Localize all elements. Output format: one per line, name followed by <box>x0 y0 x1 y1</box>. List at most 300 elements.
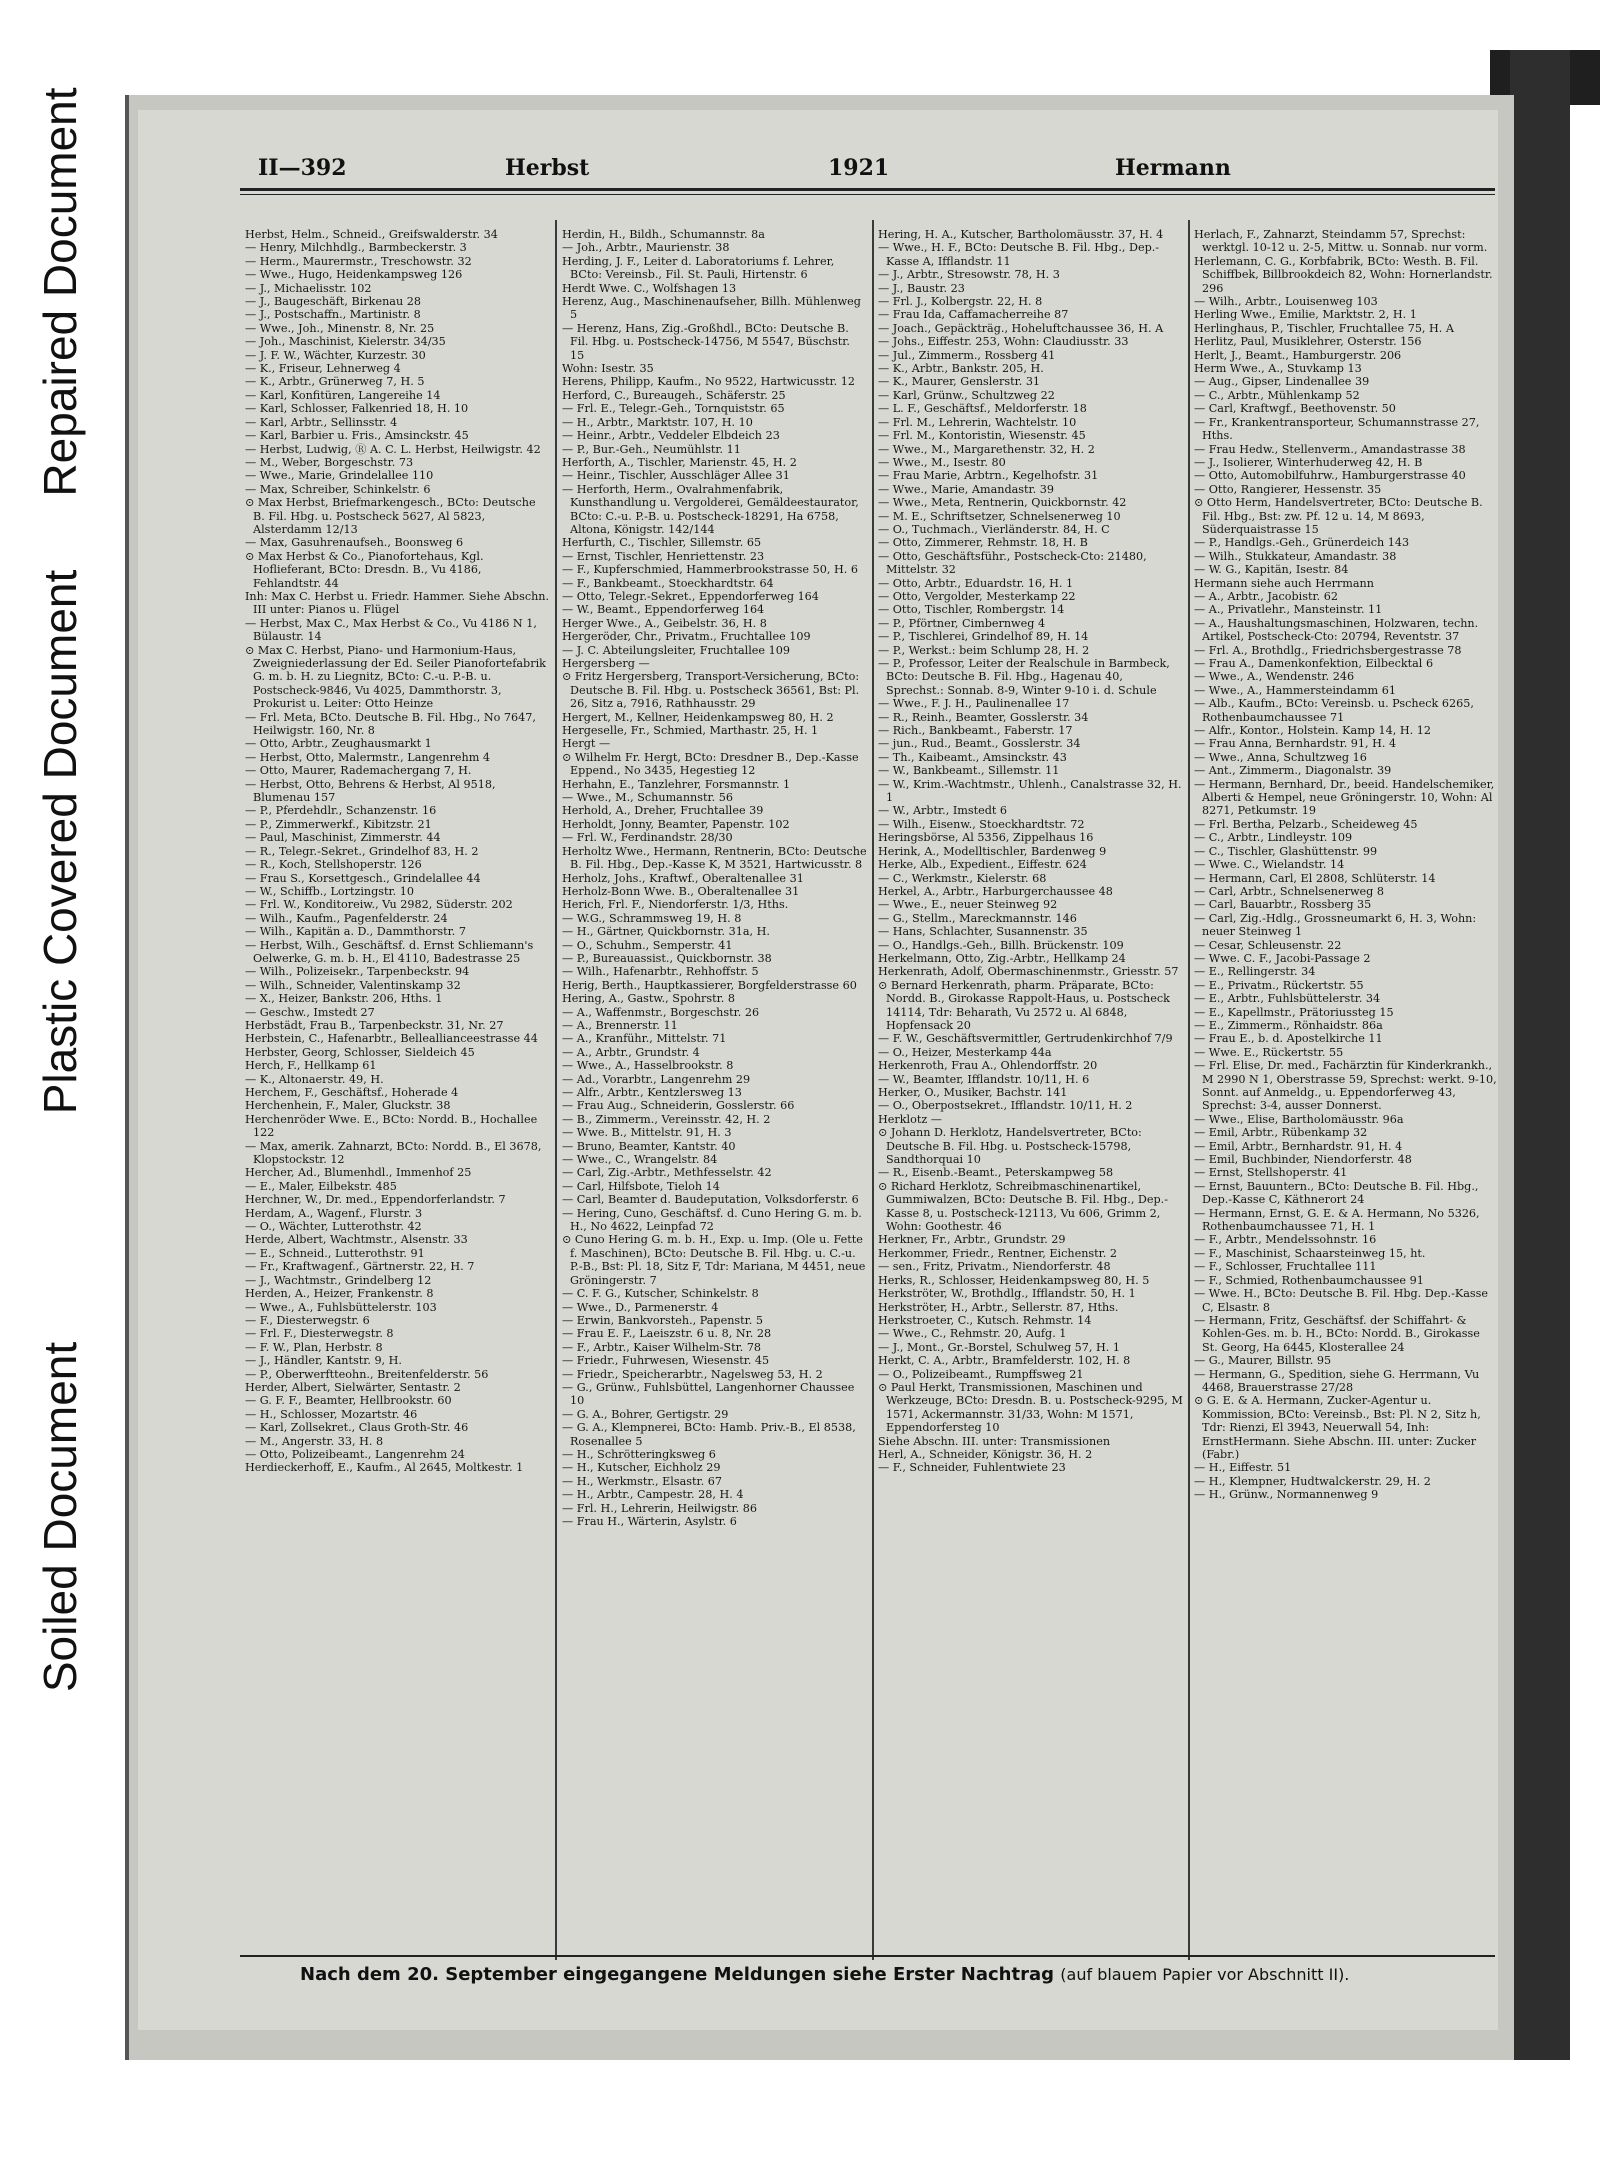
directory-entry: — Erwin, Bankvorsteh., Papenstr. 5 <box>562 1313 764 1327</box>
directory-entry: — Karl, Zollsekret., Claus Groth-Str. 46 <box>245 1421 469 1435</box>
directory-entry: Herke, Alb., Expedient., Eiffestr. 624 <box>878 858 1087 872</box>
directory-entry: — C., Arbtr., Lindleystr. 109 <box>1194 831 1353 845</box>
directory-entry: Herdam, A., Wagenf., Flurstr. 3 <box>245 1206 423 1220</box>
directory-entry: — J., Michaelisstr. 102 <box>245 281 372 295</box>
directory-entry: — P., Tischlerei, Grindelhof 89, H. 14 <box>878 630 1089 644</box>
directory-entry: — Cesar, Schleusenstr. 22 <box>1194 938 1342 952</box>
directory-entry: — Hans, Schlachter, Susannenstr. 35 <box>878 925 1088 939</box>
directory-entry: — E., Schneid., Lutterothstr. 91 <box>245 1246 425 1260</box>
directory-entry: — W., Krim.-Wachtmstr., Uhlenh., Canalstrasse 32, H. 1 <box>878 777 1182 805</box>
directory-entry: — E., Privatm., Rückertstr. 55 <box>1194 978 1364 992</box>
directory-entry: — X., Heizer, Bankstr. 206, Hths. 1 <box>245 992 443 1006</box>
directory-entry: — F., Schmied, Rothenbaumchaussee 91 <box>1194 1273 1424 1287</box>
directory-entry: — Ant., Zimmerm., Diagonalstr. 39 <box>1194 764 1392 778</box>
directory-entry: — Otto, Maurer, Rademachergang 7, H. <box>245 764 472 778</box>
directory-entry: — Wilh., Stukkateur, Amandastr. 38 <box>1194 549 1397 563</box>
directory-entry: Heringsbörse, Al 5356, Zippelhaus 16 <box>878 831 1094 845</box>
directory-entry: — A., Waffenmstr., Borgeschstr. 26 <box>562 1005 760 1019</box>
directory-entry: — J., Mont., Gr.-Borstel, Schulweg 57, H. 1 <box>878 1340 1120 1354</box>
side-label-soiled: Soiled Document <box>34 1341 86 1693</box>
directory-entry: — Frau Ida, Caffamacherreihe 87 <box>878 308 1069 322</box>
directory-entry: — Wwe., Marie, Grindelallee 110 <box>245 469 434 483</box>
directory-entry: Herkstroeter, C., Kutsch. Rehmstr. 14 <box>878 1313 1092 1327</box>
directory-entry: — L. F., Geschäftsf., Meldorferstr. 18 <box>878 402 1087 416</box>
directory-entry: — Carl, Arbtr., Schnelsenerweg 8 <box>1194 884 1384 898</box>
directory-entry: — J., Postschaffn., Martinistr. 8 <box>245 308 421 322</box>
header-right-word: Hermann <box>1115 155 1231 181</box>
directory-entry: — F., Arbtr., Kaiser Wilhelm-Str. 78 <box>562 1340 762 1354</box>
directory-entry: — A., Arbtr., Grundstr. 4 <box>562 1045 700 1059</box>
directory-entry: — Emil, Arbtr., Rübenkamp 32 <box>1194 1126 1368 1140</box>
directory-entry: — Emil, Arbtr., Bernhardstr. 91, H. 4 <box>1194 1139 1403 1153</box>
directory-entry: — W. G., Kapitän, Isestr. 84 <box>1194 563 1349 577</box>
directory-entry: — Fr., Krankentransporteur, Schumannstrasse 27, Hths. <box>1194 415 1480 443</box>
directory-entry: — F., Kupferschmied, Hammerbrookstrasse 50, H. 6 <box>562 563 858 577</box>
directory-entry: — E., Maler, Eilbekstr. 485 <box>245 1179 397 1193</box>
directory-entry: — Wilh., Arbtr., Louisenweg 103 <box>1194 295 1378 309</box>
directory-entry: ⊙ Wilhelm Fr. Hergt, BCto: Dresdner B., Dep.-Kasse Eppend., No 3435, Hegestieg 12 <box>562 750 859 778</box>
directory-column-3 <box>878 228 1183 1958</box>
directory-entry: — H., Schlosser, Mozartstr. 46 <box>245 1407 418 1421</box>
binding-shadow <box>1510 50 1570 2060</box>
directory-entry: — Carl, Hilfsbote, Tieloh 14 <box>562 1179 720 1193</box>
directory-entry: — K., Arbtr., Grünerweg 7, H. 5 <box>245 375 425 389</box>
directory-entry: Herford, C., Bureaugeh., Schäferstr. 25 <box>562 388 786 402</box>
directory-entry: — Hermann, Fritz, Geschäftsf. der Schiffahrt- & Kohlen-Ges. m. b. H., BCto: Nordd. B., Girokasse St. Georg, Ha 6445, Klosterallee 24 <box>1194 1313 1480 1354</box>
directory-entry: — C. F. G., Kutscher, Schinkelstr. 8 <box>562 1287 759 1301</box>
directory-entry: — A., Brennerstr. 11 <box>562 1018 678 1032</box>
directory-entry: — P., Oberwerftteohn., Breitenfelderstr. 56 <box>245 1367 489 1381</box>
directory-entry: — O., Tuchmach., Vierländerstr. 84, H. C <box>878 522 1110 536</box>
column-divider-3 <box>1188 220 1190 1960</box>
directory-entry: Herenz, Aug., Maschinenaufseher, Billh. Mühlenweg 5 <box>562 295 861 322</box>
directory-entry: — H., Klempner, Hudtwalckerstr. 29, H. 2 <box>1194 1474 1431 1488</box>
directory-entry: — P., Bureauassist., Quickbornstr. 38 <box>562 951 772 965</box>
directory-entry: — H., Arbtr., Campestr. 28, H. 4 <box>562 1488 744 1502</box>
directory-entry: — Wwe., Joh., Minenstr. 8, Nr. 25 <box>245 321 435 335</box>
directory-entry: — O., Handlgs.-Geh., Billh. Brückenstr. 109 <box>878 938 1124 952</box>
directory-entry: Herder, Albert, Sielwärter, Sentastr. 2 <box>245 1380 461 1394</box>
directory-entry: Herm Wwe., A., Stuvkamp 13 <box>1194 362 1362 376</box>
directory-entry: Wohn: Isestr. 35 <box>562 362 654 376</box>
directory-entry: — jun., Rud., Beamt., Gosslerstr. 34 <box>878 737 1081 751</box>
directory-entry: — Hering, Cuno, Geschäftsf. d. Cuno Hering G. m. b. H., No 4622, Leinpfad 72 <box>562 1206 862 1234</box>
directory-entry: — Karl, Konfitüren, Langereihe 14 <box>245 388 441 402</box>
directory-entry: — Friedr., Fuhrwesen, Wiesenstr. 45 <box>562 1354 770 1368</box>
directory-entry: — O., Oberpostsekret., Ifflandstr. 10/11, H. 2 <box>878 1099 1133 1113</box>
directory-entry: — Bruno, Beamter, Kantstr. 40 <box>562 1139 736 1153</box>
directory-entry: — Joh., Maschinist, Kielerstr. 34/35 <box>245 335 446 349</box>
directory-entry: ⊙ Max Herbst & Co., Pianofortehaus, Kgl. Hoflieferant, BCto: Dresdn. B., Vu 4186, Fehlandtstr. 44 <box>245 549 484 590</box>
directory-entry: — Alfr., Kontor., Holstein. Kamp 14, H. 12 <box>1194 724 1431 738</box>
directory-entry: Herchenhein, F., Maler, Gluckstr. 38 <box>245 1099 451 1113</box>
directory-entry: — Otto, Automobilfuhrw., Hamburgerstrasse 40 <box>1194 469 1466 483</box>
directory-entry: ⊙ Richard Herklotz, Schreibmaschinenartikel, Gummiwalzen, BCto: Deutsche B. Fil. Hbg., Dep.-Kasse 8, u. Postscheck-12113, Vu 606, Grimm 2, Wohn: Goothestr. 46 <box>878 1179 1169 1234</box>
directory-entry: — E., Zimmerm., Rönhaidstr. 86a <box>1194 1018 1383 1032</box>
directory-entry: Herbstädt, Frau B., Tarpenbeckstr. 31, Nr. 27 <box>245 1018 504 1032</box>
directory-entry: — Hermann, Carl, El 2808, Schlüterstr. 14 <box>1194 871 1436 885</box>
directory-entry: Herden, A., Heizer, Frankenstr. 8 <box>245 1287 434 1301</box>
directory-entry: — Wwe., E., neuer Steinweg 92 <box>878 898 1058 912</box>
directory-entry: — J., Isolierer, Winterhuderweg 42, H. B <box>1194 455 1423 469</box>
directory-entry: Herich, Frl. F., Niendorferstr. 1/3, Hths. <box>562 898 789 912</box>
directory-entry: — F. W., Geschäftsvermittler, Gertrudenkirchhof 7/9 <box>878 1032 1173 1046</box>
directory-entry: — J. F. W., Wächter, Kurzestr. 30 <box>245 348 426 362</box>
directory-entry: — W., Schiffb., Lortzingstr. 10 <box>245 884 414 898</box>
directory-entry: — G., Maurer, Billstr. 95 <box>1194 1354 1332 1368</box>
directory-entry: — Ad., Vorarbtr., Langenrehm 29 <box>562 1072 751 1086</box>
directory-entry: — Otto, Polizeibeamt., Langenrehm 24 <box>245 1447 465 1461</box>
directory-entry: — Frau S., Korsettgesch., Grindelallee 44 <box>245 871 481 885</box>
directory-entry: — B., Zimmerm., Vereinsstr. 42, H. 2 <box>562 1112 771 1126</box>
directory-entry: — W.G., Schrammsweg 19, H. 8 <box>562 911 742 925</box>
directory-entry: — Geschw., Imstedt 27 <box>245 1005 375 1019</box>
directory-entry: — E., Rellingerstr. 34 <box>1194 965 1316 979</box>
directory-entry: — P., Werkst.: beim Schlump 28, H. 2 <box>878 643 1090 657</box>
directory-entry: — Wwe., Hugo, Heidenkampsweg 126 <box>245 268 463 282</box>
directory-entry: Herhold, A., Dreher, Fruchtallee 39 <box>562 804 764 818</box>
directory-entry: — Jul., Zimmerm., Rossberg 41 <box>878 348 1056 362</box>
directory-entry: — A., Kranführ., Mittelstr. 71 <box>562 1032 727 1046</box>
directory-entry: Herling Wwe., Emilie, Marktstr. 2, H. 1 <box>1194 308 1417 322</box>
directory-entry: — Otto, Tischler, Rombergstr. 14 <box>878 603 1065 617</box>
directory-entry: — H., Eiffestr. 51 <box>1194 1461 1292 1475</box>
directory-entry: — Herbst, Wilh., Geschäftsf. d. Ernst Schliemann's Oelwerke, G. m. b. H., El 4110, Badestrasse 25 <box>245 938 534 965</box>
directory-entry: — A., Haushaltungsmaschinen, Holzwaren, techn. Artikel, Postscheck-Cto: 20794, Reventstr. 37 <box>1194 616 1479 644</box>
directory-entry: Herholtz Wwe., Hermann, Rentnerin, BCto: Deutsche B. Fil. Hbg., Dep.-Kasse K, M 3521, Hartwicusstr. 8 <box>562 844 867 872</box>
directory-entry: Herkströter, H., Arbtr., Sellerstr. 87, Hths. <box>878 1300 1119 1314</box>
directory-entry: ⊙ Fritz Hergersberg, Transport-Versicherung, BCto: Deutsche B. Fil. Hbg. u. Postscheck 36561, Bst: Pl. 26, Sitz a, 7916, Rathhausstr. 29 <box>562 670 860 711</box>
directory-entry: — P., Handlgs.-Geh., Grünerdeich 143 <box>1194 536 1410 550</box>
directory-entry: — Otto, Telegr.-Sekret., Eppendorferweg 164 <box>562 589 819 603</box>
directory-entry: Herl, A., Schneider, Königstr. 36, H. 2 <box>878 1447 1093 1461</box>
directory-entry: — Ernst, Bauuntern., BCto: Deutsche B. Fil. Hbg., Dep.-Kasse C, Käthnerort 24 <box>1194 1179 1479 1207</box>
directory-entry: Herkommer, Friedr., Rentner, Eichenstr. 2 <box>878 1246 1117 1260</box>
directory-entry: — Wwe., M., Margarethenstr. 32, H. 2 <box>878 442 1095 456</box>
directory-entry: — Herbst, Otto, Malermstr., Langenrehm 4 <box>245 750 491 764</box>
directory-entry: — Frau H., Wärterin, Asylstr. 6 <box>562 1515 737 1528</box>
directory-entry: — Hermann, G., Spedition, siehe G. Herrmann, Vu 4468, Brauerstrasse 27/28 <box>1194 1367 1480 1394</box>
directory-entry: Herchem, F., Geschäftsf., Hoherade 4 <box>245 1086 459 1099</box>
directory-entry: Herens, Philipp, Kaufm., No 9522, Hartwicusstr. 12 <box>562 375 855 389</box>
directory-entry: Herding, J. F., Leiter d. Laboratoriums f. Lehrer, BCto: Vereinsb., Fil. St. Pauli, Hirtenstr. 6 <box>562 254 835 282</box>
directory-entry: — P., Pförtner, Cimbernweg 4 <box>878 616 1046 630</box>
directory-entry: Herch, F., Hellkamp 61 <box>245 1059 377 1073</box>
directory-entry: Herlemann, C. G., Korbfabrik, BCto: Westh. B. Fil. Schiffbek, Billbrookdeich 82, Wohn: Hornerlandstr. 296 <box>1194 254 1493 295</box>
directory-entry: — Frl. W., Konditoreiw., Vu 2982, Süderstr. 202 <box>245 898 513 912</box>
directory-entry: Herholdt, Jonny, Beamter, Papenstr. 102 <box>562 817 790 831</box>
column-divider-1 <box>555 220 557 1960</box>
directory-entry: — Otto, Zimmerer, Rehmstr. 18, H. B <box>878 536 1088 550</box>
directory-entry: ⊙ Otto Herm, Handelsvertreter, BCto: Deutsche B. Fil. Hbg., Bst: zw. Pf. 12 u. 14, M 8693, Süderquaistrasse 15 <box>1194 496 1483 536</box>
directory-entry: — P., Zimmerwerkf., Kibitzstr. 21 <box>245 817 432 831</box>
directory-entry: ⊙ G. E. & A. Hermann, Zucker-Agentur u. Kommission, BCto: Vereinsb., Bst: Pl. N 2, Sitz h, Tdr: Rienzi, El 3943, Neuerwall 54, Inh: ErnstHermann. Siehe Abschn. III. unter: Zucker (Fabr.) <box>1194 1394 1481 1461</box>
directory-entry: — R., Telegr.-Sekret., Grindelhof 83, H. 2 <box>245 844 479 858</box>
directory-entry: — Wwe. C., Wielandstr. 14 <box>1194 858 1345 872</box>
directory-entry: — F., Schneider, Fuhlentwiete 23 <box>878 1461 1066 1475</box>
directory-entry: Herink, A., Modelltischler, Bardenweg 9 <box>878 844 1107 858</box>
directory-entry: — Wwe., A., Hammersteindamm 61 <box>1194 683 1396 697</box>
directory-entry: — Wwe., M., Schumannstr. 56 <box>562 791 733 805</box>
directory-entry: — H., Gärtner, Quickbornstr. 31a, H. <box>562 925 770 939</box>
directory-entry: — Friedr., Speicherarbtr., Nagelsweg 53, H. 2 <box>562 1367 823 1381</box>
directory-entry: Herfurth, C., Tischler, Sillemstr. 65 <box>562 536 762 550</box>
directory-entry: — Emil, Buchbinder, Niendorferstr. 48 <box>1194 1153 1412 1167</box>
directory-entry: Herkelmann, Otto, Zig.-Arbtr., Hellkamp 24 <box>878 951 1126 965</box>
header-left-word: Herbst <box>505 155 590 181</box>
directory-entry: Herkner, Fr., Arbtr., Grundstr. 29 <box>878 1233 1066 1247</box>
directory-entry: ⊙ Johann D. Herklotz, Handelsvertreter, BCto: Deutsche B. Fil. Hbg. u. Postscheck-15798, Sandthorquai 10 <box>878 1126 1142 1167</box>
directory-entry: — Carl, Beamter d. Baudeputation, Volksdorferstr. 6 <box>562 1193 859 1207</box>
directory-entry: — Hermann, Ernst, G. E. & A. Hermann, No 5326, Rothenbaumchaussee 71, H. 1 <box>1194 1206 1480 1234</box>
directory-entry: — E., Kapellmstr., Prätoriussteg 15 <box>1194 1005 1394 1019</box>
directory-entry: — G. A., Bohrer, Gertigstr. 29 <box>562 1407 729 1421</box>
directory-column-4 <box>1194 228 1499 1958</box>
directory-entry: Hering, H. A., Kutscher, Bartholomäusstr. 37, H. 4 <box>878 228 1164 241</box>
directory-entry: Siehe Abschn. III. unter: Transmissionen <box>878 1434 1111 1448</box>
directory-entry: — Wilh., Kaufm., Pagenfelderstr. 24 <box>245 911 448 925</box>
directory-entry: — sen., Fritz, Privatm., Niendorferstr. 48 <box>878 1260 1111 1274</box>
directory-entry: — Max, amerik. Zahnarzt, BCto: Nordd. B., El 3678, Klopstockstr. 12 <box>245 1139 542 1167</box>
directory-entry: — Wwe. C. F., Jacobi-Passage 2 <box>1194 951 1371 965</box>
directory-entry: — F. W., Plan, Herbstr. 8 <box>245 1340 383 1354</box>
directory-entry: — A., Arbtr., Jacobistr. 62 <box>1194 589 1338 603</box>
directory-entry: — F., Bankbeamt., Stoeckhardtstr. 64 <box>562 576 774 590</box>
directory-entry: — Frau E. F., Laeiszstr. 6 u. 8, Nr. 28 <box>562 1327 772 1341</box>
directory-entry: — Herm., Maurermstr., Treschowstr. 32 <box>245 254 472 268</box>
directory-entry: — K., Friseur, Lehnerweg 4 <box>245 362 401 376</box>
directory-entry: — P., Professor, Leiter der Realschule in Barmbeck, BCto: Deutsche B. Fil. Hbg., Hagenau 40, Sprechst.: Sonnab. 8-9, Winter 9-10 i. d. Schule <box>878 657 1170 697</box>
directory-entry: — Wwe., Meta, Rentnerin, Quickbornstr. 42 <box>878 496 1127 510</box>
directory-entry: — Frl. M., Lehrerin, Wachtelstr. 10 <box>878 415 1077 429</box>
directory-entry: — Frl. F., Diesterwegstr. 8 <box>245 1327 394 1341</box>
directory-entry: — H., Arbtr., Marktstr. 107, H. 10 <box>562 415 753 429</box>
directory-entry: — Wilh., Polizeisekr., Tarpenbeckstr. 94 <box>245 965 470 979</box>
directory-entry: — Wilh., Hafenarbtr., Rehhoffstr. 5 <box>562 965 759 979</box>
directory-entry: — Hermann, Bernhard, Dr., beeid. Handelschemiker, Alberti & Hempel, neue Gröningerstr. 10, Wohn: Al 8271, Petkumstr. 19 <box>1194 777 1495 818</box>
directory-entry: — W., Beamt., Eppendorferweg 164 <box>562 603 765 617</box>
directory-entry: — J. C. Abteilungsleiter, Fruchtallee 109 <box>562 643 790 657</box>
directory-entry: — Frl. H., Lehrerin, Heilwigstr. 86 <box>562 1501 757 1515</box>
directory-entry: Herkströter, W., Brothdlg., Ifflandstr. 50, H. 1 <box>878 1287 1136 1301</box>
directory-entry: — Max, Schreiber, Schinkelstr. 6 <box>245 482 431 496</box>
directory-entry: — Ernst, Tischler, Henriettenstr. 23 <box>562 549 765 563</box>
directory-entry: — Wwe., H. F., BCto: Deutsche B. Fil. Hbg., Dep.-Kasse A, Ifflandstr. 11 <box>878 241 1160 268</box>
directory-entry: — Joach., Gepäckträg., Hoheluftchaussee 36, H. A <box>878 321 1164 335</box>
directory-entry: Herdieckerhoff, E., Kaufm., Al 2645, Moltkestr. 1 <box>245 1461 524 1475</box>
directory-entry: — O., Wächter, Lutterothstr. 42 <box>245 1220 422 1234</box>
directory-entry: — C., Werkmstr., Kielerstr. 68 <box>878 871 1047 885</box>
directory-entry: Herkenroth, Frau A., Ohlendorffstr. 20 <box>878 1059 1098 1073</box>
directory-entry: — O., Polizeibeamt., Rumpffsweg 21 <box>878 1367 1084 1381</box>
directory-entry: — Heinr., Tischler, Ausschläger Allee 31 <box>562 469 790 483</box>
directory-entry: — W., Bankbeamt., Sillemstr. 11 <box>878 764 1060 778</box>
footer-small: (auf blauem Papier vor Abschnitt II). <box>1060 1965 1350 1984</box>
directory-entry: Hercher, Ad., Blumenhdl., Immenhof 25 <box>245 1166 472 1180</box>
directory-entry: — G., Stellm., Mareckmannstr. 146 <box>878 911 1077 925</box>
directory-entry: — K., Maurer, Genslerstr. 31 <box>878 375 1041 389</box>
directory-entry: — Herforth, Herm., Ovalrahmenfabrik, Kunsthandlung u. Vergolderei, Gemäldeestaurator, BCto: C.-u. P.-B. u. Postscheck-18291, Ha 6758, Altona, Königstr. 142/144 <box>562 482 859 536</box>
directory-entry: — R., Eisenb.-Beamt., Peterskampweg 58 <box>878 1166 1114 1180</box>
directory-entry: Herlinghaus, P., Tischler, Fruchtallee 75, H. A <box>1194 321 1454 335</box>
directory-entry: — J., Baugeschäft, Birkenau 28 <box>245 295 421 309</box>
directory-entry: — K., Altonaerstr. 49, H. <box>245 1072 384 1086</box>
directory-entry: — Frl. M., Kontoristin, Wiesenstr. 45 <box>878 429 1086 443</box>
directory-entry: — Frau A., Damenkonfektion, Eilbecktal 6 <box>1194 657 1434 670</box>
directory-entry: Herforth, A., Tischler, Marienstr. 45, H. 2 <box>562 455 797 469</box>
directory-entry: — Frau Marie, Arbtrn., Kegelhofstr. 31 <box>878 469 1099 483</box>
directory-entry: — Ernst, Stellshoperstr. 41 <box>1194 1166 1348 1180</box>
directory-entry: Herbstein, C., Hafenarbtr., Belleallianceestrasse 44 <box>245 1032 538 1046</box>
directory-entry: — G. F. F., Beamter, Hellbrookstr. 60 <box>245 1394 452 1408</box>
directory-entry: Herlt, J., Beamt., Hamburgerstr. 206 <box>1194 348 1402 362</box>
directory-entry: — Otto, Arbtr., Eduardstr. 16, H. 1 <box>878 576 1074 590</box>
directory-entry: — C., Tischler, Glashüttenstr. 99 <box>1194 844 1378 858</box>
directory-entry: Herker, O., Musiker, Bachstr. 141 <box>878 1086 1068 1099</box>
directory-entry: Hergeröder, Chr., Privatm., Fruchtallee 109 <box>562 630 811 644</box>
directory-entry: — Wilh., Schneider, Valentinskamp 32 <box>245 978 461 992</box>
directory-entry: Hergersberg — <box>562 657 650 670</box>
directory-entry: — Otto, Vergolder, Mesterkamp 22 <box>878 589 1076 603</box>
directory-entry: — A., Privatlehr., Mansteinstr. 11 <box>1194 603 1383 617</box>
directory-entry: — Rich., Bankbeamt., Faberstr. 17 <box>878 724 1073 738</box>
directory-entry: — H., Werkmstr., Elsastr. 67 <box>562 1474 722 1488</box>
directory-entry: — Johs., Eiffestr. 253, Wohn: Claudiusstr. 33 <box>878 335 1129 349</box>
directory-entry: — E., Arbtr., Fuhlsbüttelerstr. 34 <box>1194 992 1381 1006</box>
directory-entry: ⊙ Bernard Herkenrath, pharm. Präparate, BCto: Nordd. B., Girokasse Rappolt-Haus, u. Postscheck 14114, Tdr: Beharath, Vu 2572 u. Al 6848, Hopfensack 20 <box>878 978 1170 1032</box>
directory-entry: — J., Baustr. 23 <box>878 281 965 295</box>
directory-entry: — Wilh., Kapitän a. D., Dammthorstr. 7 <box>245 925 467 939</box>
directory-entry: — Carl, Zig.-Hdlg., Grossneumarkt 6, H. 3, Wohn: neuer Steinweg 1 <box>1194 911 1477 939</box>
directory-entry: Herchenröder Wwe. E., BCto: Nordd. B., Hochallee 122 <box>245 1112 538 1140</box>
directory-entry: — R., Reinh., Beamter, Gosslerstr. 34 <box>878 710 1089 724</box>
directory-entry: — Carl, Bauarbtr., Rossberg 35 <box>1194 898 1372 912</box>
directory-entry: — Karl, Schlosser, Falkenried 18, H. 10 <box>245 402 469 416</box>
directory-entry: Herdt Wwe. C., Wolfshagen 13 <box>562 281 737 295</box>
directory-entry: Herbster, Georg, Schlosser, Sieldeich 45 <box>245 1045 475 1059</box>
directory-entry: — Wwe., Anna, Schultzweg 16 <box>1194 750 1367 764</box>
directory-entry: — P., Bur.-Geh., Neumühlstr. 11 <box>562 442 741 456</box>
directory-entry: — Wwe. H., BCto: Deutsche B. Fil. Hbg. Dep.-Kasse C, Elsastr. 8 <box>1194 1287 1488 1314</box>
side-label-plastic: Plastic Covered Document <box>34 569 86 1115</box>
footer-rule <box>240 1955 1495 1957</box>
directory-entry: — W., Arbtr., Imstedt 6 <box>878 804 1008 818</box>
directory-entry: — F., Diesterwegstr. 6 <box>245 1313 370 1327</box>
directory-entry: ⊙ Max C. Herbst, Piano- und Harmonium-Haus, Zweigniederlassung der Ed. Seiler Pianofortefabrik G. m. b. H. zu Liegnitz, BCto: C.-u. P.-B. u. Postscheck-9846, Vu 4025, Dammthorstr. 3, Prokurist u. Leiter: Otto Heinze <box>245 643 546 711</box>
directory-entry: — Karl, Grünw., Schultzweg 22 <box>878 388 1055 402</box>
footer-note <box>300 1964 1349 1985</box>
directory-entry: Herklotz — <box>878 1112 942 1126</box>
directory-entry: — H., Kutscher, Eichholz 29 <box>562 1461 721 1475</box>
directory-entry: — Frl. E., Telegr.-Geh., Tornquiststr. 65 <box>562 402 785 416</box>
directory-entry: ⊙ Cuno Hering G. m. b. H., Exp. u. Imp. (Ole u. Fette f. Maschinen), BCto: Deutsche B. Fil. Hbg. u. C.-u. P.-B., Bst: Pl. 18, Sitz F, Tdr: Mariana, M 4451, neue Gröningerstr. 7 <box>562 1233 866 1287</box>
directory-entry: Herchner, W., Dr. med., Eppendorferlandstr. 7 <box>245 1193 506 1207</box>
directory-entry: — Fr., Kraftwagenf., Gärtnerstr. 22, H. 7 <box>245 1260 475 1274</box>
directory-entry: — Karl, Barbier u. Fris., Amsinckstr. 45 <box>245 429 469 443</box>
directory-entry: — Frau Hedw., Stellenverm., Amandastrasse 38 <box>1194 442 1466 456</box>
directory-entry: — Frl. J., Kolbergstr. 22, H. 8 <box>878 295 1043 309</box>
directory-entry: — Frl. Elise, Dr. med., Fachärztin für Kinderkrankh., M 2990 N 1, Oberstrasse 59, Sprechst: werkt. 9-10, Sonnt. auf Anmeldg., u. Eppendorferweg 43, Sprechst: 3-4, ausser Donnerst. <box>1194 1059 1497 1113</box>
directory-entry: — K., Arbtr., Bankstr. 205, H. <box>878 362 1044 376</box>
directory-entry: Hermann siehe auch Herrmann <box>1194 576 1374 590</box>
directory-entry: — Frau Aug., Schneiderin, Gosslerstr. 66 <box>562 1099 795 1113</box>
directory-entry: — W., Beamter, Ifflandstr. 10/11, H. 6 <box>878 1072 1090 1086</box>
directory-entry: ⊙ Max Herbst, Briefmarkengesch., BCto: Deutsche B. Fil. Hbg. u. Postscheck 5627, Al 5823, Alsterdamm 12/13 <box>245 496 536 536</box>
directory-entry: — J., Händler, Kantstr. 9, H. <box>245 1354 402 1368</box>
directory-entry: — Otto, Geschäftsführ., Postscheck-Cto: 21480, Mittelstr. 32 <box>878 549 1147 577</box>
footer-main: Nach dem 20. September eingegangene Meldungen siehe Erster Nachtrag <box>300 1964 1055 1985</box>
directory-entry: Herkel, A., Arbtr., Harburgerchaussee 48 <box>878 884 1113 898</box>
directory-entry: — Wwe., A., Hasselbrookstr. 8 <box>562 1059 734 1073</box>
directory-entry: ⊙ Paul Herkt, Transmissionen, Maschinen und Werkzeuge, BCto: Dresdn. B. u. Postscheck-9295, M 1571, Ackermannstr. 31/33, Wohn: M 1571, Eppendorfersteg 10 <box>878 1380 1183 1435</box>
directory-entry: — G., Grünw., Fuhlsbüttel, Langenhorner Chaussee 10 <box>562 1380 855 1408</box>
directory-entry: Herks, R., Schlosser, Heidenkampsweg 80, H. 5 <box>878 1273 1150 1287</box>
directory-entry: — Herbst, Ludwig, Ⓡ A. C. L. Herbst, Heilwigstr. 42 <box>245 442 541 456</box>
directory-entry: — Frau Anna, Bernhardstr. 91, H. 4 <box>1194 737 1397 751</box>
directory-entry: — P., Pferdehdlr., Schanzenstr. 16 <box>245 804 437 818</box>
header-rule-thin <box>240 194 1495 195</box>
directory-entry: Inh: Max C. Herbst u. Friedr. Hammer. Siehe Abschn. III unter: Pianos u. Flügel <box>245 589 550 617</box>
directory-entry: Herhahn, E., Tanzlehrer, Forsmannstr. 1 <box>562 777 791 791</box>
directory-entry: — Alfr., Arbtr., Kentzlersweg 13 <box>562 1086 742 1099</box>
page-number: II—392 <box>258 155 347 181</box>
directory-entry: — Wwe., D., Parmenerstr. 4 <box>562 1300 719 1314</box>
directory-entry: Herger Wwe., A., Geibelstr. 36, H. 8 <box>562 616 767 630</box>
directory-entry: — Wwe. B., Mittelstr. 91, H. 3 <box>562 1126 732 1140</box>
directory-entry: — Heinr., Arbtr., Veddeler Elbdeich 23 <box>562 429 780 443</box>
directory-entry: — Th., Kaibeamt., Amsinckstr. 43 <box>878 750 1067 764</box>
directory-entry: — C., Arbtr., Mühlenkamp 52 <box>1194 388 1360 402</box>
directory-entry: — F., Maschinist, Schaarsteinweg 15, ht. <box>1194 1246 1426 1260</box>
directory-entry: — J., Arbtr., Stresowstr. 78, H. 3 <box>878 268 1060 282</box>
directory-entry: — Paul, Maschinist, Zimmerstr. 44 <box>245 831 441 845</box>
directory-entry: — Wwe., Elise, Bartholomäusstr. 96a <box>1194 1112 1404 1126</box>
header-rule <box>240 188 1495 191</box>
directory-entry: — Otto, Rangierer, Hessenstr. 35 <box>1194 482 1382 496</box>
directory-entry: — Frl. Bertha, Pelzarb., Scheideweg 45 <box>1194 817 1418 831</box>
directory-entry: — Herenz, Hans, Zig.-Großhdl., BCto: Deutsche B. Fil. Hbg. u. Postscheck-14756, M 5547, Büschstr. 15 <box>562 321 850 362</box>
directory-column-1 <box>245 228 550 1958</box>
directory-entry: — Frau E., b. d. Apostelkirche 11 <box>1194 1032 1383 1046</box>
directory-entry: — Wwe. E., Rückertstr. 55 <box>1194 1045 1344 1059</box>
directory-entry: Herholz-Bonn Wwe. B., Oberaltenallee 31 <box>562 884 800 898</box>
directory-entry: — O., Heizer, Mesterkamp 44a <box>878 1045 1052 1059</box>
directory-entry: Hergert, M., Kellner, Heidenkampsweg 80, H. 2 <box>562 710 834 724</box>
directory-entry: — Wwe., F. J. H., Paulinenallee 17 <box>878 697 1070 711</box>
directory-entry: Hering, A., Gastw., Spohrstr. 8 <box>562 992 735 1006</box>
directory-entry: — Joh., Arbtr., Maurienstr. 38 <box>562 241 730 255</box>
directory-entry: Herde, Albert, Wachtmstr., Alsenstr. 33 <box>245 1233 468 1247</box>
directory-entry: — H., Schrötteringksweg 6 <box>562 1447 716 1461</box>
directory-entry: — Herbst, Otto, Behrens & Herbst, Al 9518, Blumenau 157 <box>245 777 496 805</box>
directory-entry: Herholz, Johs., Kraftwf., Oberaltenallee 31 <box>562 871 804 885</box>
directory-entry: — Wwe., C., Wrangelstr. 84 <box>562 1153 718 1167</box>
directory-entry: — O., Schuhm., Semperstr. 41 <box>562 938 733 952</box>
directory-entry: — J., Wachtmstr., Grindelberg 12 <box>245 1273 432 1287</box>
directory-entry: — Wwe., Marie, Amandastr. 39 <box>878 482 1054 496</box>
directory-entry: Herkenrath, Adolf, Obermaschinenmstr., Griesstr. 57 <box>878 965 1179 979</box>
directory-entry: — Wwe., C., Rehmstr. 20, Aufg. 1 <box>878 1327 1067 1341</box>
directory-entry: — F., Arbtr., Mendelssohnstr. 16 <box>1194 1233 1377 1247</box>
directory-entry: — M., Angerstr. 33, H. 8 <box>245 1434 384 1448</box>
directory-entry: Herig, Berth., Hauptkassierer, Borgfelderstrasse 60 <box>562 978 857 992</box>
directory-entry: — Max, Gasuhrenaufseh., Boonsweg 6 <box>245 536 464 550</box>
directory-entry: — Wwe., M., Isestr. 80 <box>878 455 1006 469</box>
directory-entry: — Wwe., A., Wendenstr. 246 <box>1194 670 1355 684</box>
directory-entry: — R., Koch, Stellshoperstr. 126 <box>245 858 422 872</box>
directory-entry: — Frl. A., Brothdlg., Friedrichsbergestrasse 78 <box>1194 643 1462 657</box>
directory-entry: — Carl, Zig.-Arbtr., Methfesselstr. 42 <box>562 1166 772 1180</box>
